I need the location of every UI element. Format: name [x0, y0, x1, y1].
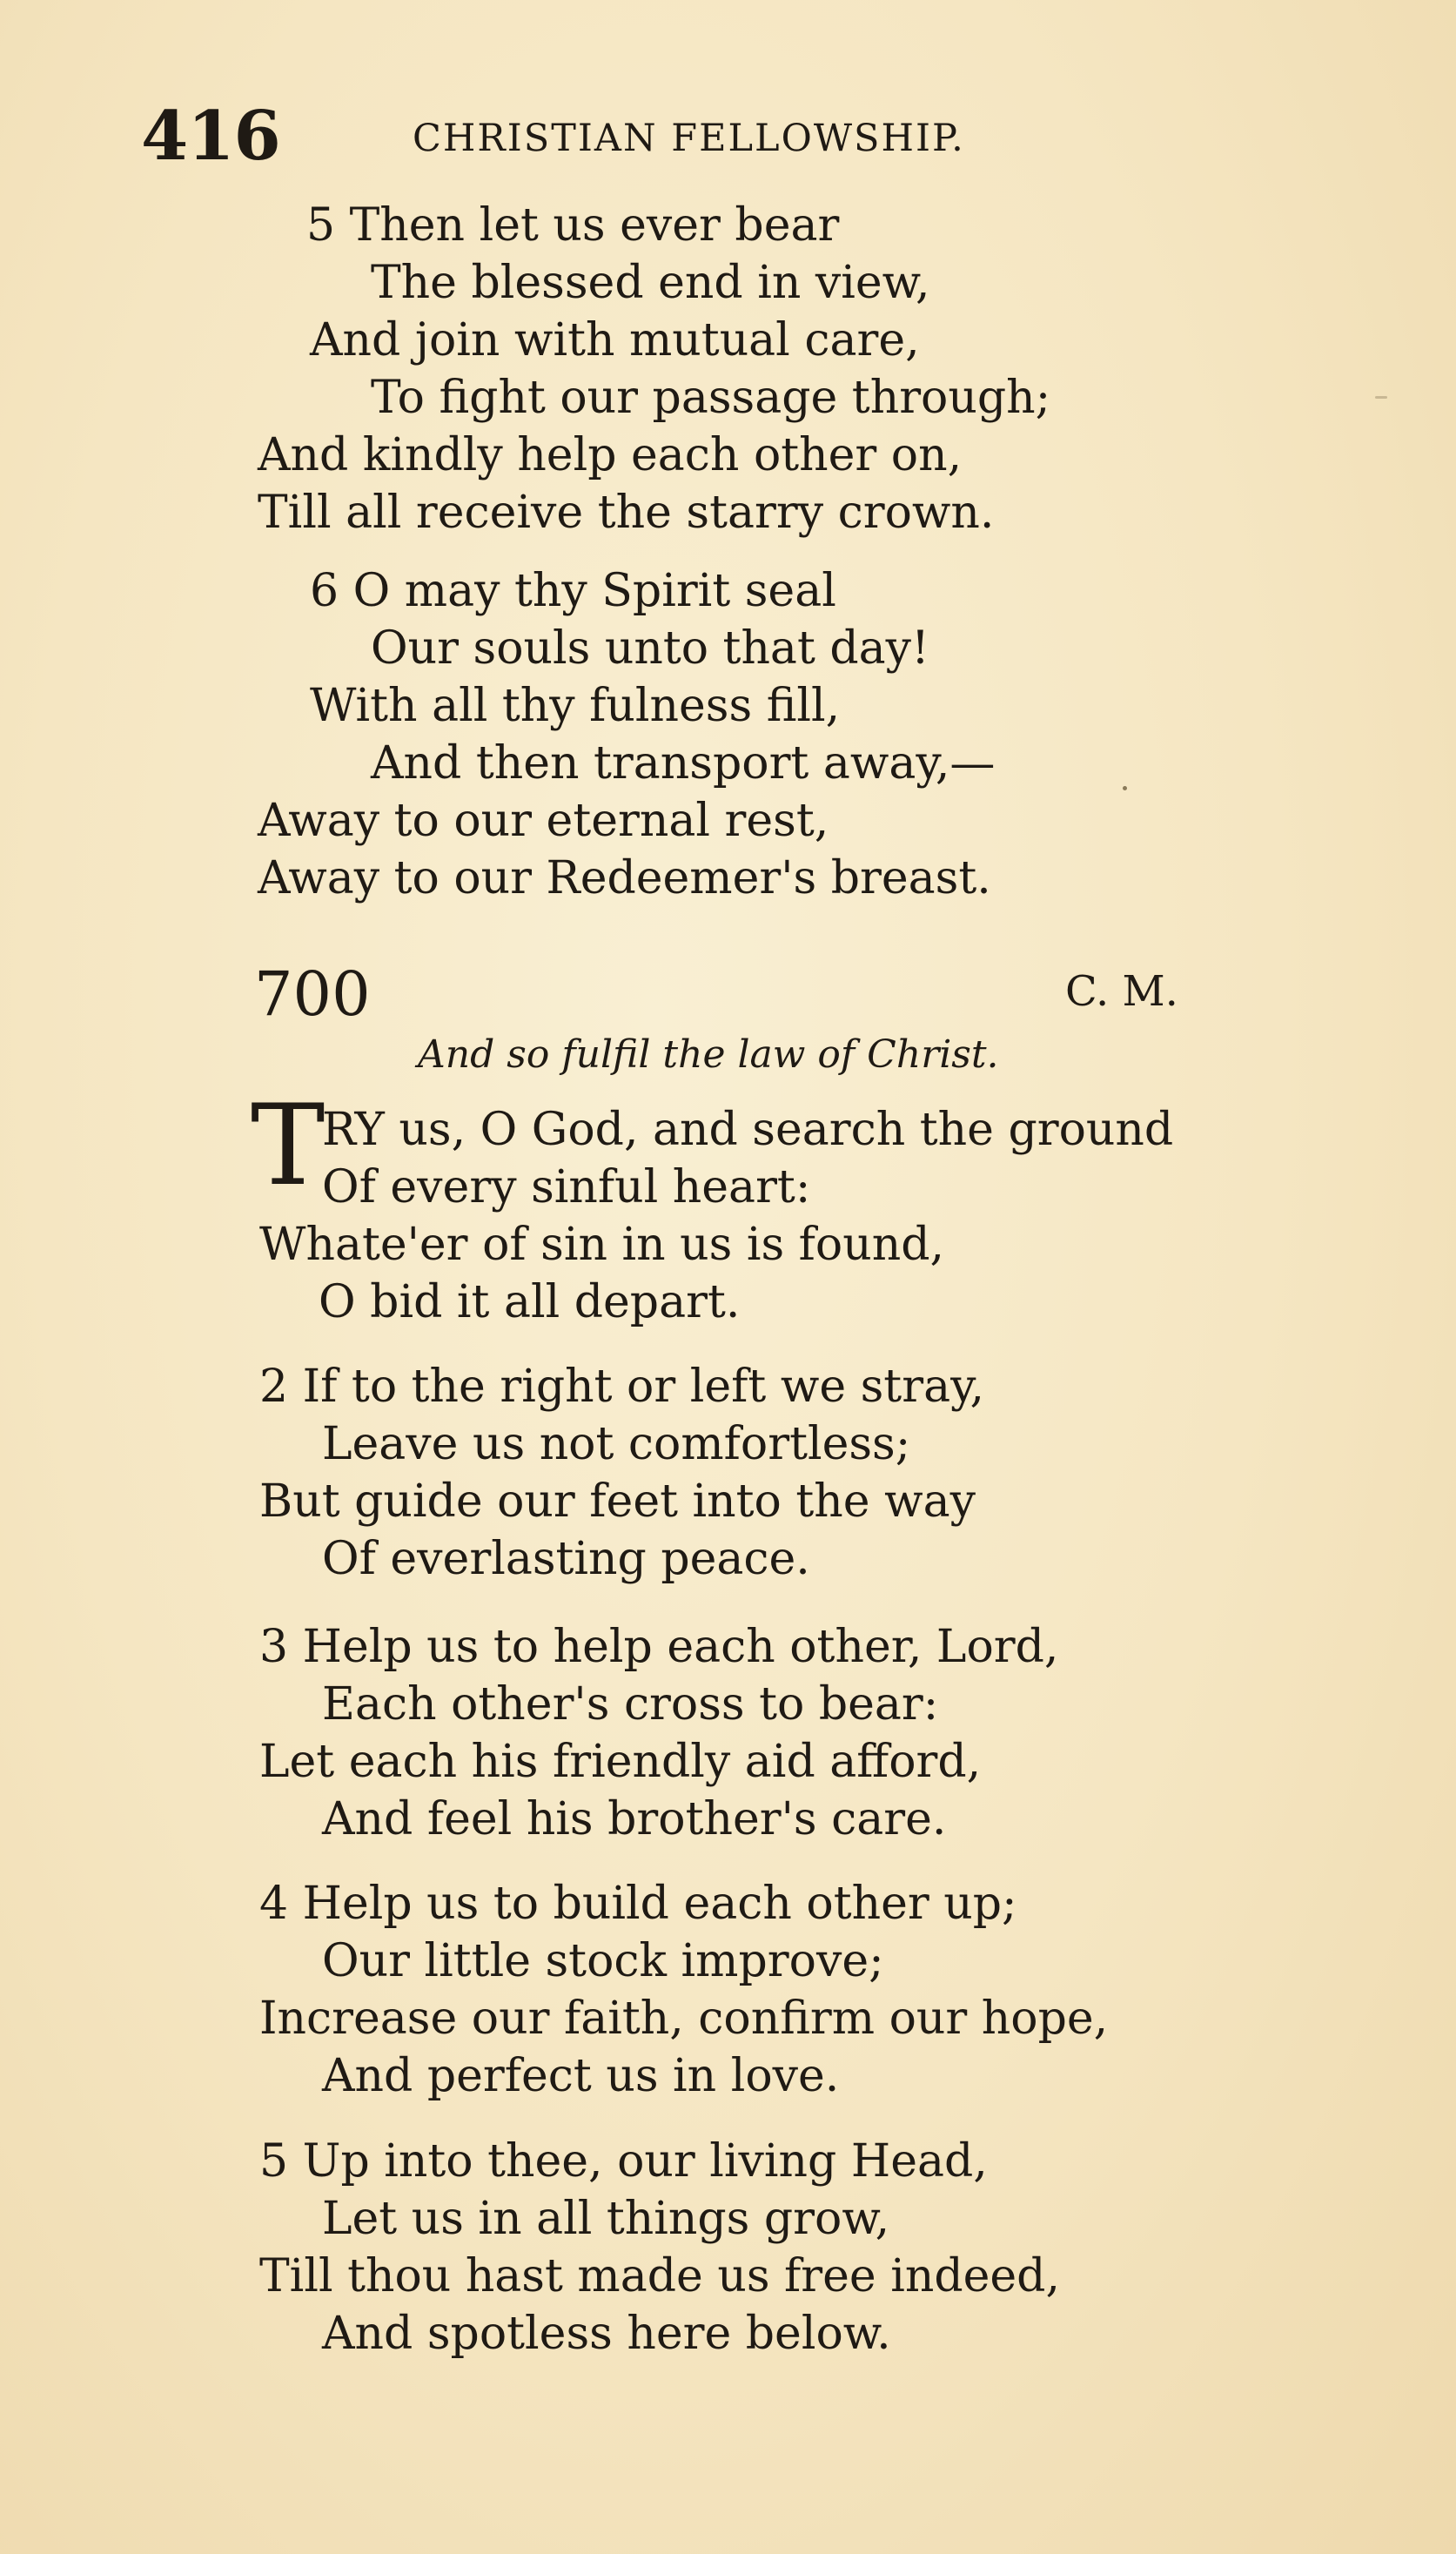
verse-line: 3 Help us to help each other, Lord, — [259, 1621, 1059, 1673]
hymn-epigraph: And so fulfil the law of Christ. — [418, 1032, 999, 1077]
verse-line: Let us in all things grow, — [322, 2193, 890, 2245]
verse-line: 6 O may thy Spirit seal — [310, 565, 836, 617]
paper-speck — [1123, 786, 1127, 790]
verse-line: And perfect us in love. — [322, 2050, 840, 2102]
verse-line: And then transport away,— — [371, 737, 996, 790]
verse-line: 5 Up into thee, our living Head, — [259, 2135, 988, 2188]
verse-line: Our souls unto that day! — [371, 622, 929, 675]
verse-line: RY us, O God, and search the ground — [322, 1104, 1174, 1156]
verse-line: 4 Help us to build each other up; — [259, 1878, 1017, 1930]
verse-line: Of everlasting peace. — [322, 1533, 810, 1585]
verse-line: Leave us not comfortless; — [322, 1418, 911, 1470]
verse-line: Away to our Redeemer's breast. — [258, 852, 991, 904]
verse-line: With all thy fulness fill, — [310, 680, 841, 732]
verse-line: Increase our faith, confirm our hope, — [259, 1993, 1109, 2045]
drop-cap: T — [251, 1081, 325, 1211]
verse-line: O bid it all depart. — [319, 1276, 741, 1328]
verse-line: The blessed end in view, — [371, 257, 930, 309]
verse-line: 2 If to the right or left we stray, — [259, 1361, 985, 1413]
verse-line: Let each his friendly aid afford, — [259, 1736, 982, 1788]
verse-line: And join with mutual care, — [310, 314, 920, 366]
verse-line: To fight our passage through; — [371, 372, 1051, 424]
verse-line: And spotless here below. — [322, 2308, 891, 2360]
verse-line: 5 Then let us ever bear — [306, 199, 840, 252]
hymn-meter: C. M. — [1065, 967, 1178, 1016]
verse-line: Till all receive the starry crown. — [258, 487, 995, 539]
verse-line: Of every sinful heart: — [322, 1161, 811, 1213]
page-number: 416 — [141, 97, 280, 176]
running-title: CHRISTIAN FELLOWSHIP. — [413, 117, 965, 160]
verse-line: And kindly help each other on, — [258, 429, 963, 481]
verse-line: Each other's cross to bear: — [322, 1678, 939, 1731]
verse-line: But guide our feet into the way — [259, 1475, 976, 1528]
verse-line: Away to our eternal rest, — [258, 795, 829, 847]
paper-speck — [1375, 396, 1387, 399]
verse-line: Till thou hast made us free indeed, — [259, 2250, 1060, 2302]
verse-line: Our little stock improve; — [322, 1935, 884, 1987]
hymn-number: 700 — [254, 958, 371, 1030]
verse-line: And feel his brother's care. — [322, 1793, 947, 1845]
verse-line: Whate'er of sin in us is found, — [259, 1219, 945, 1271]
